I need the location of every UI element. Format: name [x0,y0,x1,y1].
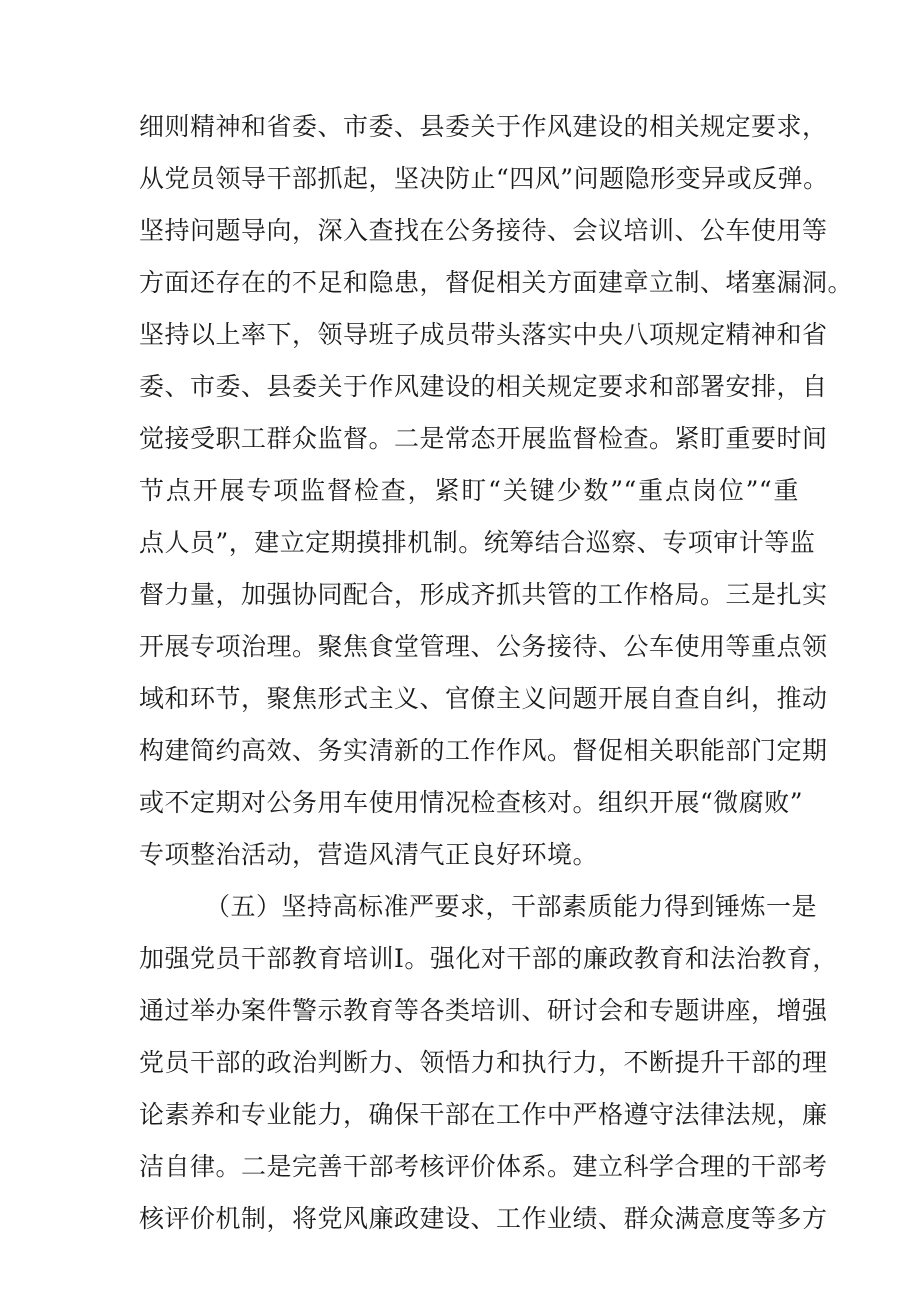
text-line: 委、市委、县委关于作风建设的相关规定要求和部署安排，自 [139,372,828,401]
text-line: 节点开展专项监督检查，紧盯“关键少数”“重点岗位”“重 [139,476,799,505]
text-line: 加强党员干部教育培训I。强化对干部的廉政教育和法治教育， [139,944,838,973]
text-line: 开展专项治理。聚焦食堂管理、公务接待、公车使用等重点领 [139,632,828,661]
text-line: 洁自律。二是完善干部考核评价体系。建立科学合理的干部考 [139,1152,828,1181]
text-line: 域和环节，聚焦形式主义、官僚主义问题开展自查自纠，推动 [139,684,828,713]
text-line: 党员干部的政治判断力、领悟力和执行力，不断提升干部的理 [139,1048,828,1077]
text-line: 或不定期对公务用车使用情况检查核对。组织开展“微腐败” [139,788,804,817]
text-line: 坚持问题导向，深入查找在公务接待、会议培训、公车使用等 [139,216,828,245]
text-line: 论素养和专业能力，确保干部在工作中严格遵守法律法规，廉 [139,1100,828,1129]
section-heading-line: （五）坚持高标准严要求，干部素质能力得到锤炼一是 [205,892,818,921]
text-line: 坚持以上率下，领导班子成员带头落实中央八项规定精神和省 [139,320,828,349]
text-line: 构建简约高效、务实清新的工作作风。督促相关职能部门定期 [139,736,828,765]
text-line: 细则精神和省委、市委、县委关于作风建设的相关规定要求， [139,112,828,141]
text-line: 点人员”，建立定期摸排机制。统筹结合巡察、专项审计等监 [139,528,816,557]
text-line: 督力量，加强协同配合，形成齐抓共管的工作格局。三是扎实 [139,580,828,609]
text-line: 通过举办案件警示教育等各类培训、研讨会和专题讲座，增强 [139,996,828,1025]
text-line: 从党员领导干部抓起，坚决防止“四风”问题隐形变异或反弹。 [139,164,829,193]
text-line: 核评价机制，将党风廉政建设、工作业绩、群众满意度等多方 [139,1204,828,1233]
text-line: 方面还存在的不足和隐患，督促相关方面建章立制、堵塞漏洞。 [139,268,854,297]
text-line: 觉接受职工群众监督。二是常态开展监督检查。紧盯重要时间 [139,424,828,453]
text-line: 专项整治活动，营造风清气正良好环境。 [139,840,599,869]
